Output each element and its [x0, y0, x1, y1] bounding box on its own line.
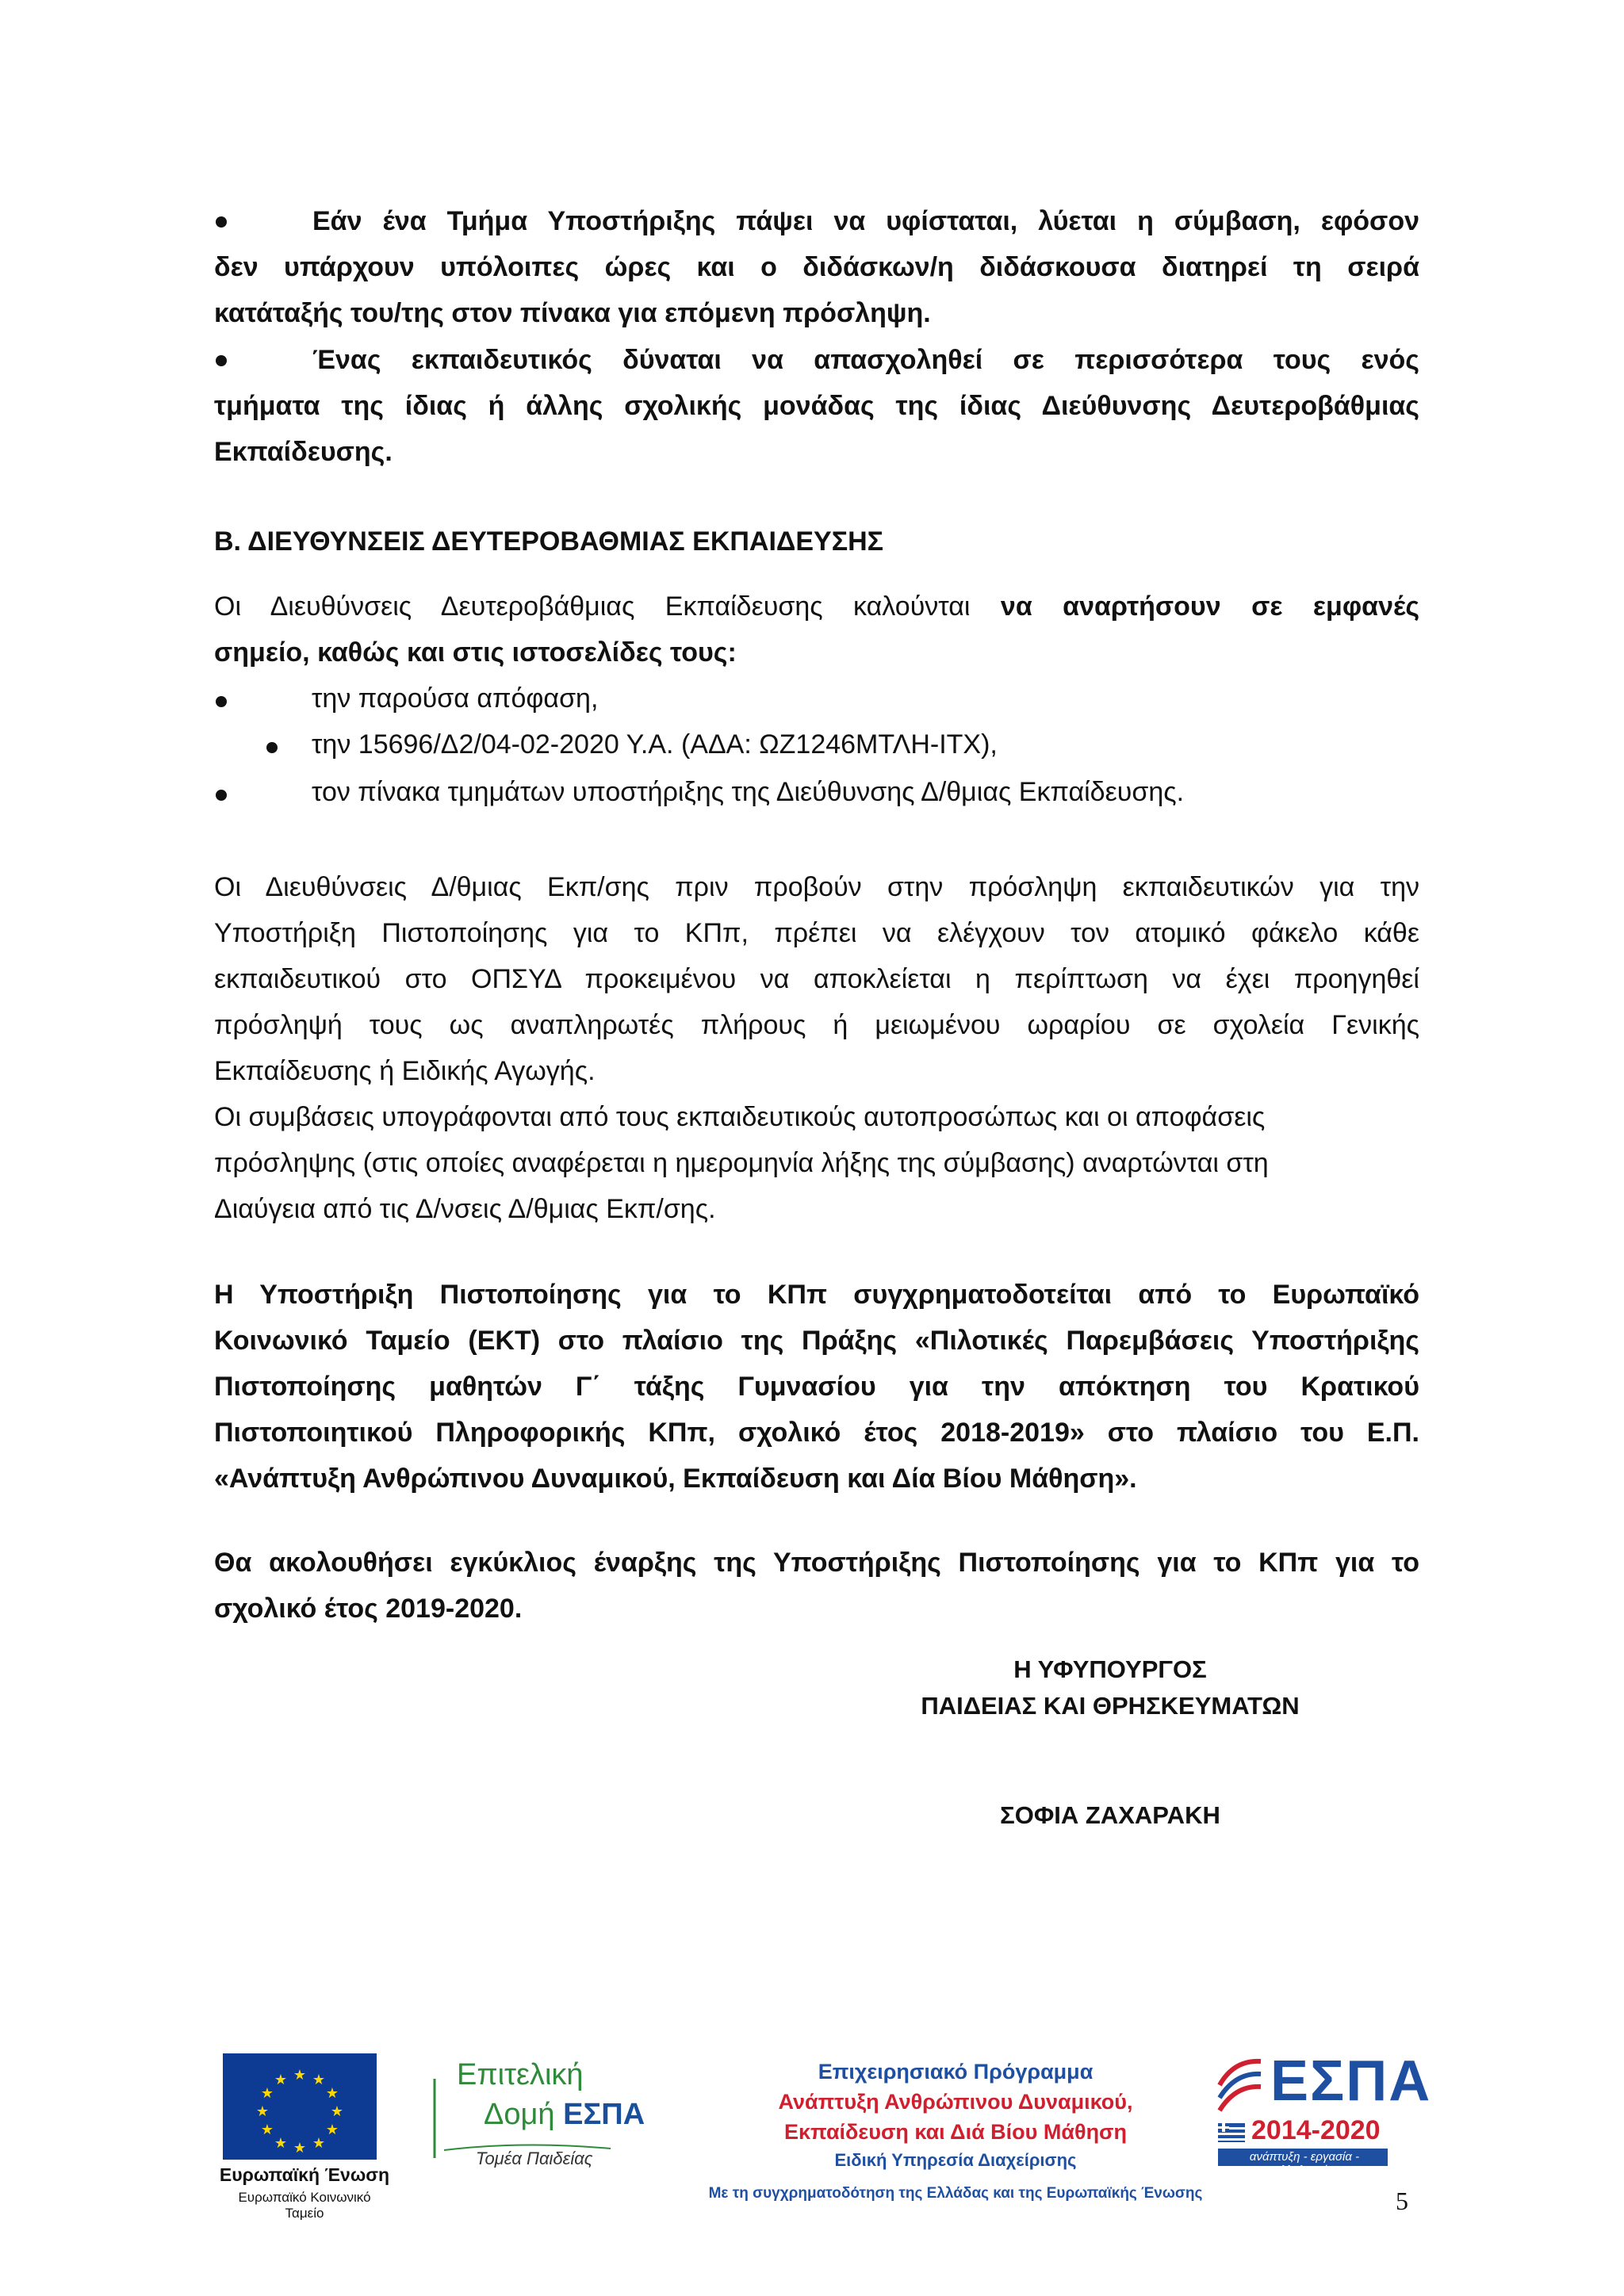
- text-line: τμήματα της ίδιας ή άλλης σχολικής μονάδας της ίδιας Διεύθυνσης Δευτεροβάθμιας: [214, 391, 1419, 421]
- op-line3: Εκπαίδευση και Διά Βίου Μάθηση: [783, 2120, 1128, 2144]
- espa-years: 2014-2020: [1251, 2115, 1381, 2145]
- text-line: σχολικό έτος 2019-2020.: [214, 1594, 523, 1624]
- text-line: Εάν ένα Τμήμα Υποστήριξης πάψει να υφίσταται, λύεται η σύμβαση, εφόσον: [312, 206, 1419, 236]
- eu-subtitle: Ευρωπαϊκό Κοινωνικό Ταμείο: [238, 2190, 371, 2221]
- text-line: Εκπαίδευσης ή Ειδικής Αγωγής.: [214, 1056, 596, 1086]
- paragraph-circular: [214, 1540, 1419, 1632]
- svg-text:★: ★: [293, 2067, 307, 2084]
- svg-text:★: ★: [274, 2072, 288, 2088]
- structure-line2: [484, 2098, 645, 2132]
- svg-text:★: ★: [325, 2122, 339, 2138]
- signature-name: ΣΟΦΙΑ ΖΑΧΑΡΑΚΗ: [1000, 1801, 1220, 1829]
- bullet-icon: [216, 790, 227, 801]
- eu-flag-logo: [223, 2053, 377, 2160]
- bullet-icon: [266, 742, 278, 753]
- bullet-icon: [216, 696, 227, 707]
- text-line: Θα ακολουθήσει εγκύκλιος έναρξης της Υποστήριξης Πιστοποίησης για το ΚΠπ για το: [214, 1548, 1419, 1578]
- svg-text:★: ★: [260, 2085, 274, 2102]
- section-intro: [214, 584, 1419, 675]
- text-line: Οι συμβάσεις υπογράφονται από τους εκπαιδευτικούς αυτοπροσώπως και οι αποφάσεις: [214, 1102, 1266, 1132]
- text-line: «Ανάπτυξη Ανθρώπινου Δυναμικού, Εκπαίδευση και Δία Βίου Μάθηση».: [214, 1464, 1137, 1494]
- section-heading: Β. ΔΙΕΥΘΥΝΣΕΙΣ ΔΕΥΤΕΡΟΒΑΘΜΙΑΣ ΕΚΠΑΙΔΕΥΣΗΣ: [214, 526, 884, 557]
- text-line: Οι Διευθύνσεις Δ/θμιας Εκπ/σης πριν προβούν στην πρόσληψη εκπαιδευτικών για την: [214, 872, 1419, 902]
- text-line: Ένας εκπαιδευτικός δύναται να απασχοληθεί σε περισσότερα τους ενός: [312, 345, 1419, 375]
- espa-motto: ανάπτυξη - εργασία - αλληλεγγύη: [1249, 2150, 1360, 2177]
- svg-text:★: ★: [260, 2122, 274, 2138]
- eu-stars-icon: [223, 2053, 377, 2160]
- text-line: εκπαιδευτικού στο ΟΠΣΥΔ προκειμένου να αποκλείεται η περίπτωση να έχει προηγηθεί: [214, 964, 1419, 994]
- structure-espa-logo: [428, 2055, 645, 2174]
- bullet-paragraph-2: [214, 337, 1419, 475]
- text-line: πρόσληψή τους ως αναπληρωτές πλήρους ή μειωμένου ωραρίου σε σχολεία Γενικής: [214, 1010, 1419, 1040]
- text-line: [214, 584, 1419, 629]
- text-line: Η Υποστήριξη Πιστοποίησης για το ΚΠπ συγχρηματοδοτείται από το Ευρωπαϊκό: [214, 1280, 1419, 1310]
- text-line: Πιστοποίησης μαθητών Γ΄ τάξης Γυμνασίου για την απόκτηση του Κρατικού: [214, 1372, 1419, 1402]
- svg-text:★: ★: [274, 2135, 288, 2152]
- espa-title: ΕΣΠΑ: [1270, 2049, 1432, 2113]
- text-line: Υποστήριξη Πιστοποίησης για το ΚΠπ, πρέπει να ελέγχουν τον ατομικό φάκελο κάθε: [214, 918, 1419, 948]
- structure-line2-word: Δομή: [484, 2098, 555, 2131]
- op-line2: Ανάπτυξη Ανθρώπινου Δυναμικού,: [778, 2090, 1133, 2114]
- espa-logo: [1212, 2049, 1432, 2177]
- signature-ministry: ΠΑΙΔΕΙΑΣ ΚΑΙ ΘΡΗΣΚΕΥΜΑΤΩΝ: [921, 1692, 1300, 1720]
- paragraph-ops-check: [214, 864, 1419, 1094]
- text-line: πρόσληψης (στις οποίες αναφέρεται η ημερομηνία λήξης της σύμβασης) αναρτώνται στη: [214, 1148, 1269, 1178]
- list-item: τον πίνακα τμημάτων υποστήριξης της Διεύθυνσης Δ/θμιας Εκπαίδευσης.: [312, 777, 1185, 807]
- text-line: Εκπαίδευσης.: [214, 437, 393, 467]
- svg-text:★: ★: [293, 2140, 307, 2156]
- text-line: Πιστοποιητικού Πληροφορικής ΚΠπ, σχολικό έτος 2018-2019» στο πλαίσιο του Ε.Π.: [214, 1418, 1419, 1448]
- eu-title: Ευρωπαϊκή Ένωση: [219, 2164, 390, 2185]
- op-line5: Με τη συγχρηματοδότηση της Ελλάδας και της Ευρωπαϊκής Ένωσης: [708, 2185, 1203, 2202]
- op-line1: Επιχειρησιακό Πρόγραμμα: [818, 2060, 1094, 2084]
- text-line: Κοινωνικό Ταμείο (ΕΚΤ) στο πλαίσιο της Πράξης «Πιλοτικές Παρεμβάσεις Υποστήριξης: [214, 1326, 1419, 1356]
- signature-title: Η ΥΦΥΠΟΥΡΓΟΣ: [1013, 1655, 1207, 1683]
- svg-text:★: ★: [312, 2072, 326, 2088]
- structure-line2-espa: ΕΣΠΑ: [563, 2098, 645, 2131]
- svg-text:★: ★: [255, 2103, 270, 2120]
- svg-text:★: ★: [330, 2103, 344, 2120]
- text-line: σημείο, καθώς και στις ιστοσελίδες τους:: [214, 637, 737, 668]
- paragraph-contracts: [214, 1094, 1419, 1232]
- svg-text:★: ★: [312, 2135, 326, 2152]
- text-line: Διαύγεια από τις Δ/νσεις Δ/θμιας Εκπ/σης.: [214, 1194, 716, 1224]
- intro-normal-text: Οι Διευθύνσεις Δευτεροβάθμιας Εκπαίδευσης καλούνται: [214, 591, 971, 622]
- page-number: 5: [1396, 2187, 1408, 2215]
- bullet-paragraph-1: [214, 198, 1419, 336]
- text-line: δεν υπάρχουν υπόλοιπες ώρες και ο διδάσκων/η διδάσκουσα διατηρεί τη σειρά: [214, 252, 1419, 282]
- paragraph-funding: [214, 1272, 1419, 1502]
- structure-line1: Επιτελική: [457, 2058, 584, 2091]
- list-item: την 15696/Δ2/04-02-2020 Υ.Α. (ΑΔΑ: ΩΖ1246ΜΤΛΗ-ΙΤΧ),: [312, 729, 998, 760]
- list-item: την παρούσα απόφαση,: [312, 683, 599, 714]
- structure-line3: Τομέα Παιδείας: [476, 2149, 593, 2168]
- svg-text:★: ★: [325, 2085, 339, 2102]
- op-line4: Ειδική Υπηρεσία Διαχείρισης: [834, 2150, 1077, 2170]
- intro-bold-text: να αναρτήσουν σε εμφανές: [1000, 591, 1420, 622]
- text-line: κατάταξής του/της στον πίνακα για επόμενη πρόσληψη.: [214, 298, 931, 328]
